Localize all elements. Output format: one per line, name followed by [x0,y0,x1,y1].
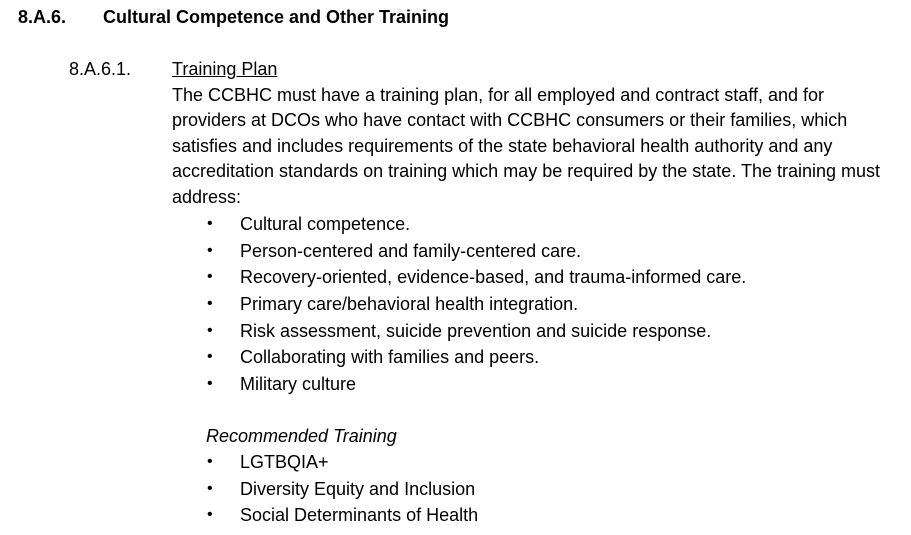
bullet-icon: • [207,215,213,232]
list-item-text: Cultural competence. [240,214,411,234]
recommended-training-title: Recommended Training [206,425,397,446]
list-item [172,476,896,503]
list-item [172,371,896,398]
bullet-icon: • [207,241,213,259]
list-item-text: Primary care/behavioral health integration. [240,294,579,315]
list-item-text: Recovery-oriented, evidence-based, and trauma-informed care. [240,267,747,288]
list-item-text: Person-centered and family-centered care. [240,240,582,261]
list-item [172,264,896,291]
list-item [172,238,896,265]
list-item [172,211,896,238]
list-item [172,291,896,318]
bullet-icon: • [207,452,213,470]
list-item-text: Collaborating with families and peers. [240,347,540,368]
subsection-title: Training Plan [172,59,278,79]
bullet-icon: • [207,295,213,313]
list-item-text: Diversity Equity and Inclusion [240,478,476,499]
recommended-training-list [172,449,896,529]
required-training-list [172,211,896,398]
section-number: 8.A.6. [18,7,67,27]
bullet-icon: • [207,348,213,366]
section-heading [18,5,449,29]
section-title: Cultural Competence and Other Training [103,7,450,27]
training-plan-paragraph: The CCBHC must have a training plan, for all employed and contract staff, and for providers at DCOs who have contact with CCBHC consumers or their families, which satisfies and includes requirements of the state behavioral health authority and any accreditation standards on training which may be required by the state. The training must address: [172,84,881,207]
list-item [172,449,896,476]
list-item-text: LGTBQIA+ [240,451,329,472]
list-item [172,318,896,345]
bullet-icon: • [207,375,213,393]
list-item-text: Military culture [240,374,357,395]
list-item [172,344,896,371]
bullet-icon: • [207,268,213,286]
list-item [172,502,896,529]
bullet-icon: • [207,321,213,339]
subsection-number: 8.A.6.1. [69,59,132,79]
bullet-icon: • [207,506,213,524]
list-item-text: Social Determinants of Health [240,505,479,526]
bullet-icon: • [207,479,213,497]
subsection-body [172,57,896,529]
list-item-text: Risk assessment, suicide prevention and suicide response. [240,320,712,341]
